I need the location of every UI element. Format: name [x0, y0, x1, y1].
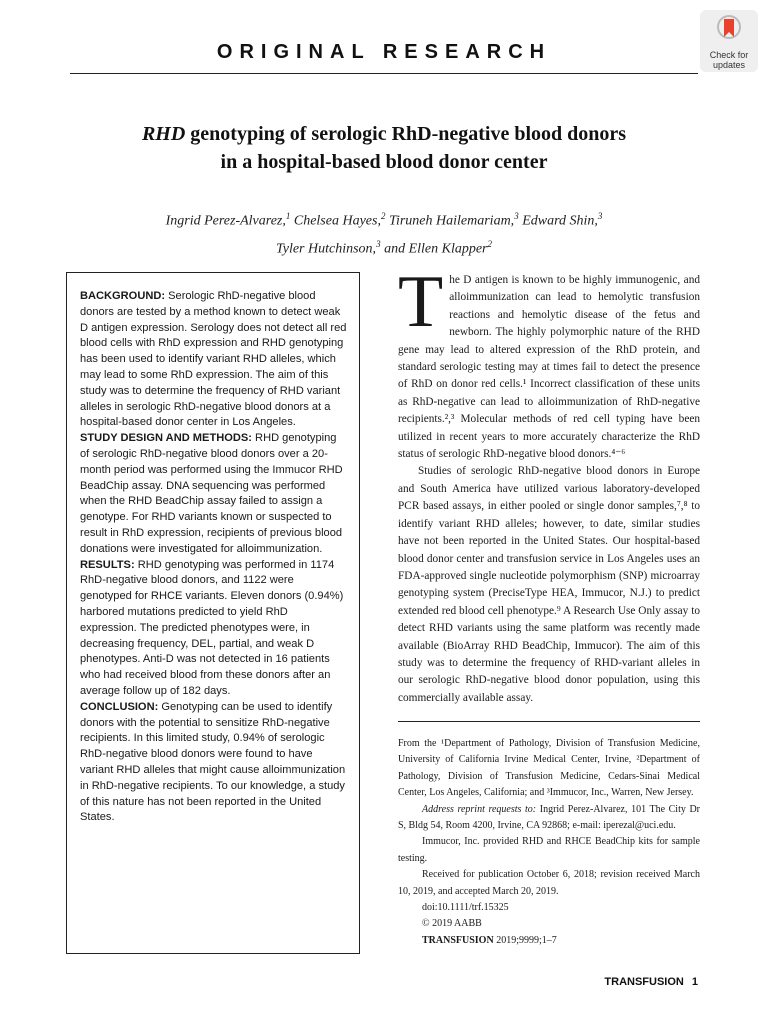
results-text: RHD genotyping was performed in 1174 RhD-negative blood donors, and 1122 were genotyped for RHCE variants. Eleven donors (0.94%) harbored mutations predicted to yield RhD expression. The predicted phenotypes were, in decreasing frequency, DEL, partial, and weak D phenotypes. Anti-D was not detected in 16 patients who had received blood from these donors after an average follow up of 182 days.	[80, 558, 344, 697]
author-line-1	[60, 205, 708, 233]
affiliations-block	[398, 736, 700, 949]
check-for-updates-badge[interactable]	[700, 10, 758, 72]
body-paragraph-2: Studies of serologic RhD-negative blood donors in Europe and South America have utilized various laboratory-developed PCR based assays, in either pooled or single donor samples,⁷,⁸ to identify variant RHD alleles; however, to date, similar studies have not been reported in the United States. Our hospital-based blood donor center and transfusion service in Los Angeles uses an FDA-approved single nucleotide polymorphism (SNP) microarray genotyping system (PreciseType HEA, Immucor, N.J.) to predict extended red blood cell phenotype.⁹ A Research Use Only assay to detect RHD variants using the same platform was recently made available (BioArray RHD BeadChip, Immucor). The aim of this study was to determine the frequency of RHD-variant alleles in our serologic RhD-negative blood donor population, using this commercially available assay.	[398, 465, 700, 704]
title-line-2: in a hospital-based blood donor center	[220, 151, 548, 173]
results-heading: RESULTS:	[80, 558, 135, 571]
reprint-address	[398, 802, 700, 835]
methods-text: RHD genotyping of serologic RhD-negative blood donors over a 20-month period was performed using the Immucor RHD BeadChip assay. DNA sequencing was performed when the RHD BeadChip assay failed to assign a genotype. For RHD variants known or suspected to result in RhD expression, recipients of previous blood donations were investigated for alloimmunization.	[80, 432, 343, 555]
author-affiliation: 2	[487, 238, 492, 249]
check-updates-label-2: updates	[712, 60, 746, 70]
abstract-methods	[80, 431, 347, 557]
doi[interactable]: doi:10.1111/trf.15325	[422, 902, 509, 914]
citation-volume: 2019;9999;1–7	[493, 934, 557, 946]
author-name: Edward Shin,	[522, 213, 598, 229]
bookmark-ribbon-icon	[700, 15, 758, 50]
title-line-1	[60, 120, 708, 148]
title-gene: RHD	[141, 123, 186, 145]
conclusion-text: Genotyping can be used to identify donors with the potential to sensitize RhD-negative recipients. In this limited study, 0.94% of serologic RhD-negative blood donors were found to have variant RHD alleles that might cause alloimmunization in RhD-negative recipients. To our knowledge, a study of this nature has not been reported in the United States.	[80, 700, 346, 824]
footnote-rule	[398, 721, 700, 722]
methods-heading: STUDY DESIGN AND METHODS:	[80, 432, 252, 445]
funding-note: Immucor, Inc. provided RHD and RHCE BeadChip kits for sample testing.	[398, 836, 700, 864]
citation-journal: TRANSFUSION	[422, 934, 494, 946]
reprint-text: Ingrid Perez-Alvarez, 101 The City Dr S, Bldg 54, Room 4200, Irvine, CA 92868; e-mail: iperezal@uci.edu.	[398, 803, 701, 832]
abstract-background	[80, 289, 347, 431]
section-label: ORIGINAL RESEARCH	[216, 41, 552, 63]
abstract-box	[66, 272, 360, 954]
author-affiliation: 2	[380, 211, 386, 221]
author-list	[60, 205, 708, 260]
drop-cap: T	[398, 261, 444, 343]
footer-journal: TRANSFUSION	[604, 976, 684, 988]
page-number: 1	[691, 976, 698, 988]
check-updates-label-1: Check for	[709, 50, 749, 60]
reprint-label: Address reprint requests to:	[422, 803, 537, 815]
author-affiliation: 3	[514, 211, 519, 221]
header-rule	[70, 73, 698, 74]
page-footer	[604, 976, 698, 988]
author-affiliation: 3	[376, 238, 381, 249]
article-title	[60, 120, 708, 176]
author-name: Ingrid Perez-Alvarez,	[165, 213, 286, 229]
affiliations-from: From the ¹Department of Pathology, Division of Transfusion Medicine, University of California Irvine Medical Center, Irvine, ²Department of Pathology, Division of Transfusion Medicine, Cedars-Sinai Medical Center, Los Angeles, California; and ³Immucor, Inc., Warren, New Jersey.	[398, 738, 700, 799]
author-affiliation: 1	[285, 211, 291, 221]
author-line-2	[60, 233, 708, 261]
author-name: Tiruneh Hailemariam,	[388, 213, 515, 229]
body-text	[398, 261, 700, 707]
paragraph-1-text: he D antigen is known to be highly immunogenic, and alloimmunization can lead to hemolytic transfusion reactions and hemolytic disease of the fetus and newborn. The highly polymorphic nature of the RHD gene may lead to altered expression of the RhD protein, and standard serologic testing may at times fail to detect the presence of RhD on donor red cells.¹ Incorrect classification of these units as RhD-negative can lead to alloimmunization of RhD-negative recipients.²,³ Molecular methods of red cell typing have been utilized in recent years to more accurately characterize the RhD status of serologic RhD-negative blood donors.⁴⁻⁶	[398, 274, 700, 461]
copyright: © 2019 AABB	[422, 918, 482, 930]
author-name: and Ellen Klapper	[384, 241, 488, 257]
author-name: Tyler Hutchinson,	[275, 241, 377, 257]
title-line-1-rest: genotyping of serologic RhD-negative blood donors	[185, 123, 627, 145]
conclusion-heading: CONCLUSION:	[80, 700, 159, 713]
author-affiliation: 3	[597, 211, 603, 221]
author-name: Chelsea Hayes,	[293, 213, 381, 229]
abstract-results	[80, 558, 347, 700]
background-heading: BACKGROUND:	[80, 290, 166, 302]
body-paragraph-1	[398, 261, 700, 463]
background-text: Serologic RhD-negative blood donors are tested by a method known to detect weak D antigen expression. Serology does not detect all red blood cells with RhD expression and RHD genotyping has been used to identify variant RHD alleles, which may lead to some RhD expression. The aim of this study was to determine the frequency of RHD variant alleles in serologic RhD-negative blood donors at a hospital-based donor center in Los Angeles.	[80, 290, 347, 429]
received-dates: Received for publication October 6, 2018; revision received March 10, 2019, and accepted March 20, 2019.	[398, 869, 700, 897]
abstract-conclusion	[80, 700, 347, 826]
journal-citation	[398, 933, 700, 949]
